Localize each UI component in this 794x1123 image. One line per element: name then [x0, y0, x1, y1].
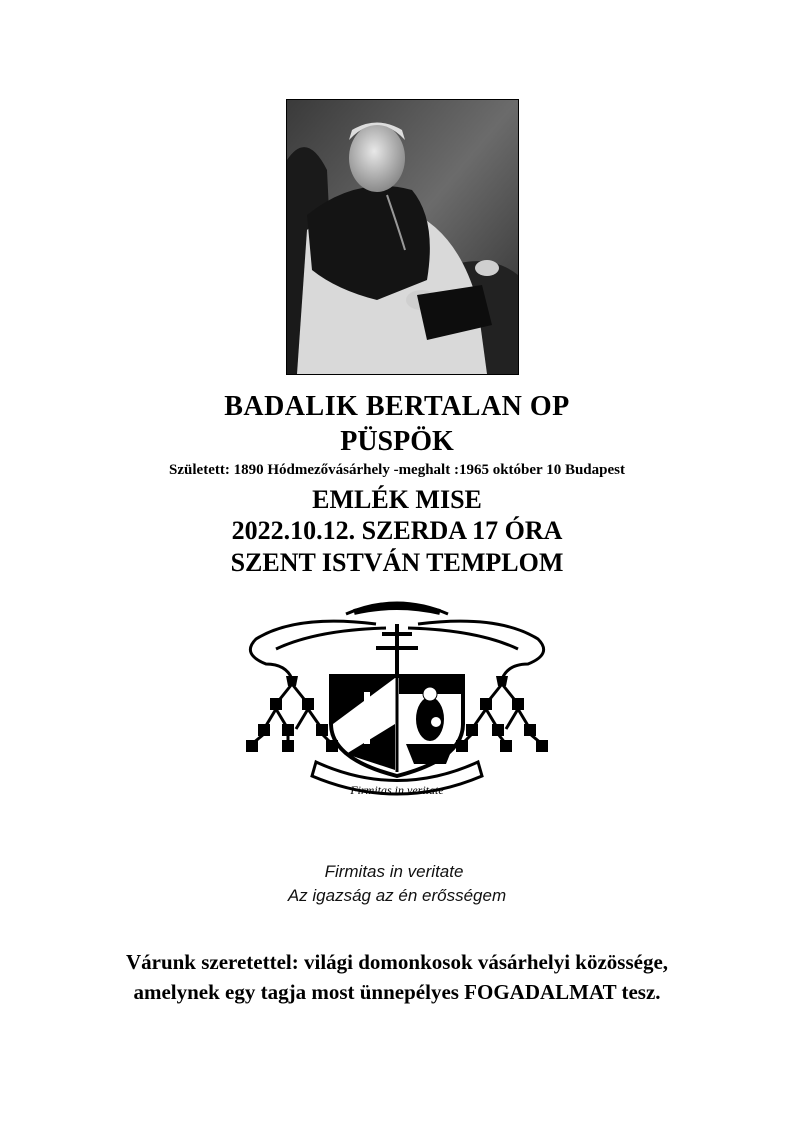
scroll-motto-text: Firmitas in veritate: [350, 783, 444, 797]
motto-latin: Firmitas in veritate: [324, 862, 464, 881]
event-datetime: 2022.10.12. SZERDA 17 ÓRA: [231, 516, 563, 545]
bishop-rank: PÜSPÖK: [340, 426, 454, 457]
coat-of-arms: [236, 594, 558, 816]
invitation-line-2: amelynek egy tagja most ünnepélyes FOGADALMAT tesz.: [133, 980, 661, 1004]
motto-hungarian: Az igazság az én erősségem: [287, 886, 507, 905]
life-dates: Született: 1890 Hódmezővásárhely -meghalt :1965 október 10 Budapest: [169, 462, 625, 478]
invitation-line-1: Várunk szeretettel: világi domonkosok vásárhelyi közössége,: [125, 950, 669, 974]
bishop-portrait-photo: [286, 99, 519, 375]
event-title: EMLÉK MISE: [312, 485, 482, 514]
event-place: SZENT ISTVÁN TEMPLOM: [230, 548, 564, 577]
bishop-name: BADALIK BERTALAN OP: [224, 391, 570, 422]
